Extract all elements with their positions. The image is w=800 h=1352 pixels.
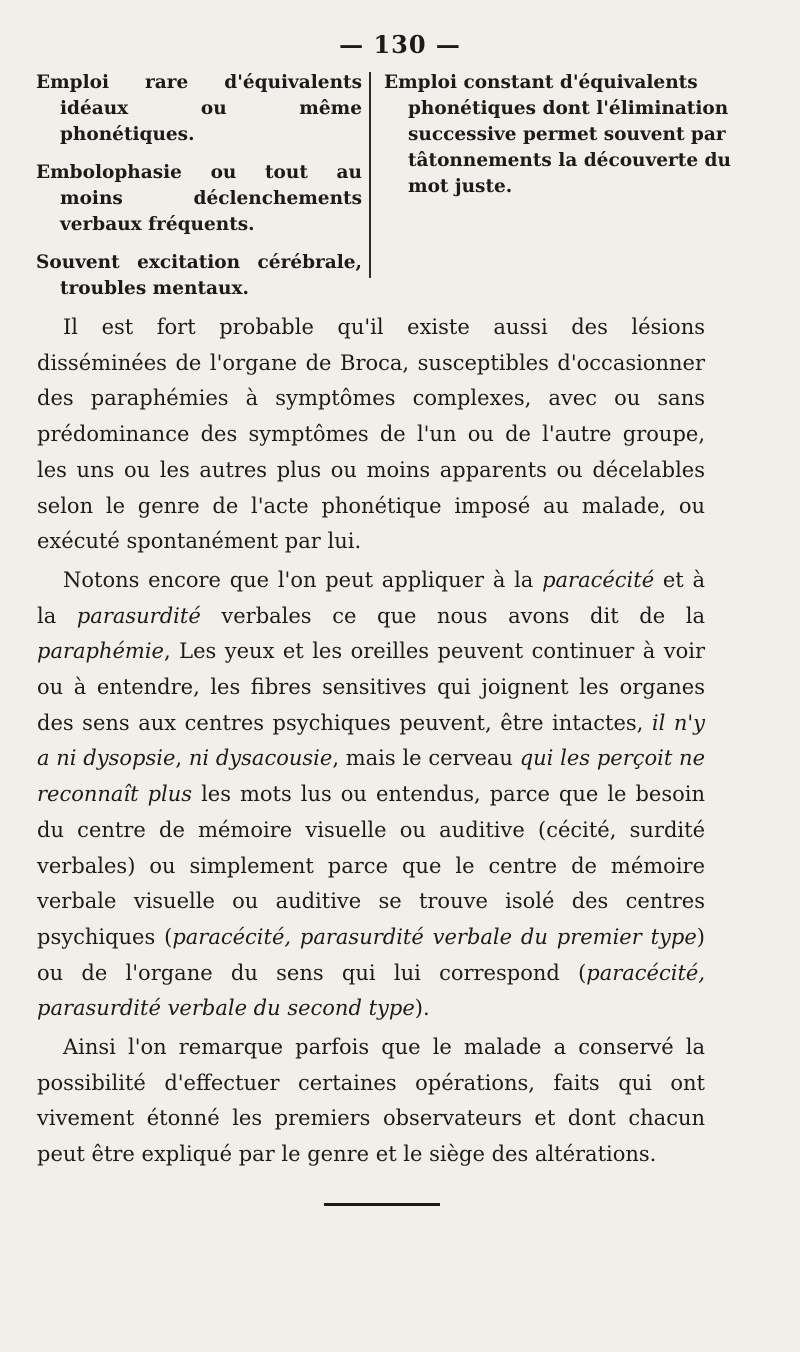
text-run: ). (414, 996, 430, 1021)
table-left-column (36, 70, 362, 314)
italic-term: il n'y a ni dysopsie (37, 710, 705, 771)
table-right-cell: Emploi constant d'équivalents phonétiques dont l'élimination successive permet souvent par tâtonnements la découverte du mot juste. (384, 72, 731, 197)
italic-term: paracécité (542, 567, 655, 592)
table-right-column (384, 70, 766, 212)
table-left-cell: Embolophasie ou tout au moins déclenchements verbaux fréquents. (36, 162, 362, 235)
text-run: , mais le cerveau (332, 746, 520, 771)
comparison-table (36, 70, 766, 299)
table-column-divider (369, 72, 371, 278)
text-run: Notons encore que l'on peut appliquer à la (63, 567, 543, 592)
table-left-cell: Souvent excitation cérébrale, troubles mentaux. (36, 252, 362, 299)
text-run: ) ou de l'organe du sens qui lui correspond ( (37, 924, 705, 985)
italic-term: paracécité, parasurdité verbale du premier type (172, 924, 697, 949)
text-run: verbales ce que nous avons dit de la (200, 603, 705, 628)
text-run: les mots lus ou entendus, parce que le besoin du centre de mémoire visuelle ou auditive (cécité, surdité verbales) ou simplement parce que le centre de mémoire verbale visuelle ou auditive se trouve isolé des centres psychiques ( (37, 782, 705, 949)
italic-term: qui les perçoit ne reconnaît plus (37, 746, 706, 807)
italic-term: paracécité, parasurdité verbale du second type (37, 960, 705, 1021)
paragraph-1: Il est fort probable qu'il existe aussi des lésions disséminées de l'organe de Broca, susceptibles d'occasionner des paraphémies à symptômes complexes, avec ou sans prédominance des symptômes de l'un ou de l'autre groupe, les uns ou les autres plus ou moins apparents ou décelables selon le genre de l'acte phonétique imposé au malade, ou exécuté spontanément par lui. (37, 315, 705, 554)
paragraph-2 (37, 563, 705, 1027)
body-text (37, 310, 705, 1173)
text-run: et à la (37, 567, 705, 628)
page-number: — 130 — (339, 30, 461, 59)
paragraph-3: Ainsi l'on remarque parfois que le malade a conservé la possibilité d'effectuer certaines opérations, faits qui ont vivement étonné les premiers observateurs et dont chacun peut être expliqué par le genre et le siège des altérations. (37, 1035, 705, 1167)
table-left-cell: Emploi rare d'équivalents idéaux ou même phonétiques. (36, 72, 362, 145)
text-run: , (175, 746, 189, 771)
italic-term: parasurdité (76, 603, 201, 628)
text-run: , Les yeux et les oreilles peuvent continuer à voir ou à entendre, les fibres sensitives qui joignent les organes des sens aux centres psychiques peuvent, être intactes, (37, 639, 705, 735)
section-end-rule (324, 1203, 440, 1206)
italic-term: paraphémie (37, 639, 164, 664)
italic-term: ni dysacousie (188, 746, 333, 771)
